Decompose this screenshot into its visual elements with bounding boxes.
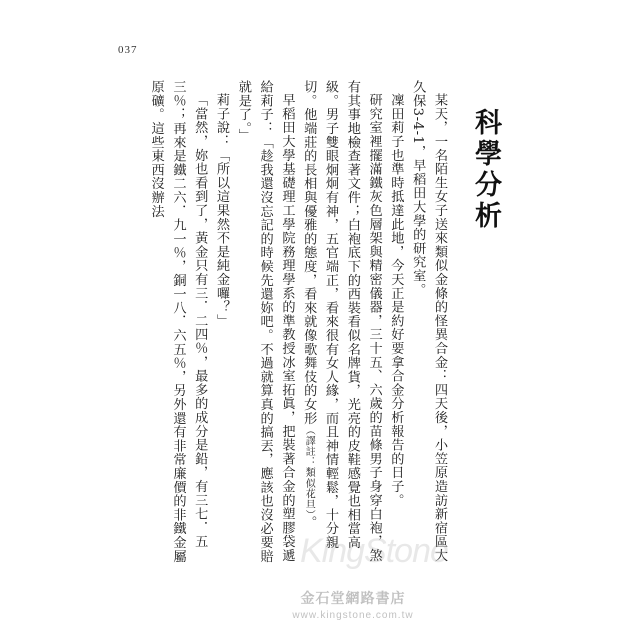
paragraph-6: 「當然，妳也看到了，黃金只有三．二四％，最多的成分是鉛，有三七．五三％；再來是鐵二六．九一％，銅一八．六五％，另外還有非常廉價的非鐵金屬原礦。這些東西沒辦法 bbox=[148, 80, 208, 563]
paragraph-3-end: 。 bbox=[301, 515, 317, 530]
watermark-url: www.kingstone.com.tw bbox=[292, 610, 414, 621]
body-text bbox=[145, 80, 450, 570]
paragraph-3-text: 研究室裡擺滿鐵灰色層架與精密儀器，三十五、六歲的苗條男子身穿白袍，煞有其事地檢查著文件；白袍底下的西裝看似名牌貨，光亮的皮鞋感覺也相當高級。男子雙眼炯炯有神，五官端正，看來很有女人緣，而且神情輕鬆，十分親切。他端莊的長相與優雅的態度，看來就像歌舞伎的女形 bbox=[301, 80, 382, 563]
watermark bbox=[228, 588, 478, 621]
watermark-name: 金石堂網路書店 bbox=[300, 591, 406, 607]
paragraph-4: 早稻田大學基礎理工學院務理學系的準教授冰室拓眞，把裝著合金的塑膠袋遞給莉子：「趁我還沒忘記的時候先還妳吧。不過就算真的搞丟，應該也沒必要賠就是了。」 bbox=[235, 80, 295, 563]
page-number: 037 bbox=[118, 44, 138, 56]
paragraph-1: 某天，一名陌生女子送來類似金條的怪異合金：四天後，小笠原造訪新宿區大久保3-4-1，早稻田大學的研究室。 bbox=[410, 80, 447, 563]
translator-note: （譯註：類似花旦） bbox=[303, 425, 315, 516]
paragraph-3 bbox=[297, 80, 384, 570]
watermark-logo: KingStone bbox=[300, 532, 448, 570]
paragraph-2: 凜田莉子也準時抵達此地，今天正是約好要拿合金分析報告的日子。 bbox=[388, 93, 404, 508]
chapter-title: 科學分析 bbox=[470, 108, 501, 232]
paragraph-5: 莉子說：「所以這果然不是純金囉？」 bbox=[214, 93, 230, 328]
